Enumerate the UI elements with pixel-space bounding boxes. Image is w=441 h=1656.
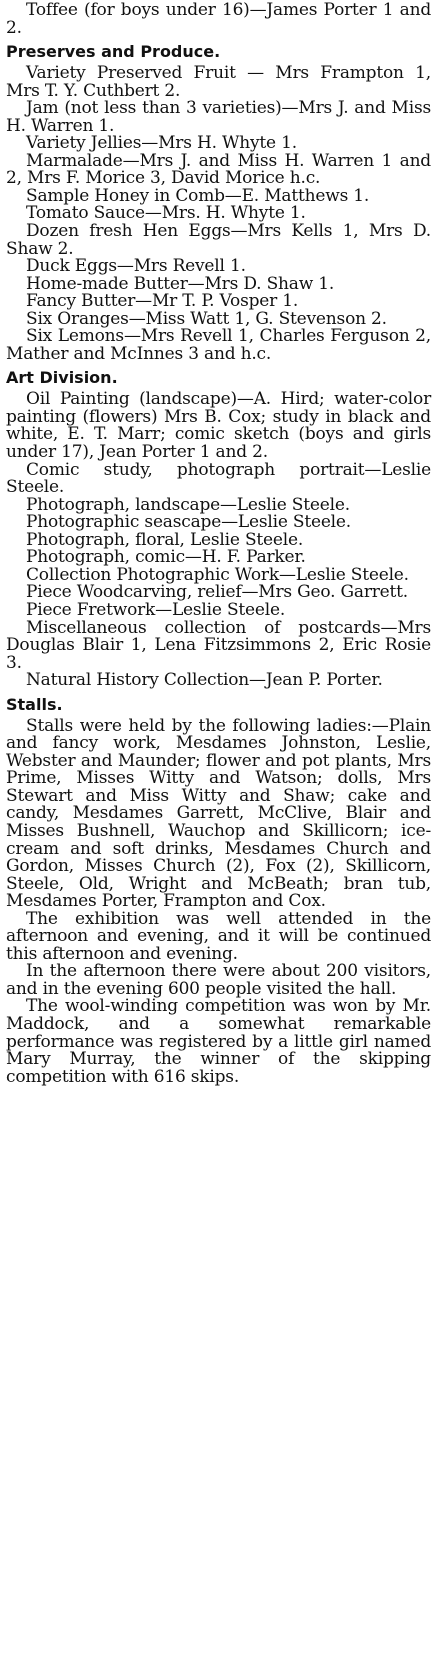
paragraph: Comic study, photograph portrait—Leslie Steele. [6,459,431,498]
paragraph: Piece Woodcarving, relief—Mrs Geo. Garrett. [26,582,409,603]
paragraph: Photograph, floral, Leslie Steele. [26,529,304,550]
paragraph: Six Oranges—Miss Watt 1, G. Stevenson 2. [26,308,387,329]
paragraph: Piece Fretwork—Leslie Steele. [26,599,286,620]
paragraph: Sample Honey in Comb—E. Matthews 1. [26,185,370,206]
paragraph: Miscellaneous collection of postcards—Mrs Douglas Blair 1, Lena Fitzsimmons 2, Eric Rosie 3. [6,617,431,673]
paragraph: Duck Eggs—Mrs Revell 1. [26,256,246,277]
paragraph: Collection Photographic Work—Leslie Steele. [26,564,409,585]
paragraph: Tomato Sauce—Mrs. H. Whyte 1. [26,203,306,224]
paragraph: In the afternoon there were about 200 visitors, and in the evening 600 people visited the hall. [6,961,431,999]
paragraph: Stalls were held by the following ladies:—Plain and fancy work, Mesdames Johnston, Leslie, Webster and Maunder; flower and pot plants, Mrs Prime, Misses Witty and Watson; dolls, Mrs Stewart and Miss Witty and Shaw; cake and candy, Mesdames Garrett, McClive, Blair and Misses Bushnell, Wauchop and Skillicorn; ice-cream and soft drinks, Mesdames Church and Gordon, Misses Church (2), Fox (2), Skillicorn, Steele, Old, Wright and McBeath; bran tub, Mesdames Porter, Frampton and Cox. [6,715,431,912]
article-section [6,367,431,689]
article-section [6,2,431,37]
section-heading: Stalls. [6,694,63,714]
paragraph: Toffee (for boys under 16)—James Porter 1 and 2. [6,0,431,38]
paragraph: Jam (not less than 3 varieties)—Mrs J. and Miss H. Warren 1. [6,98,431,136]
paragraph: Photograph, landscape—Leslie Steele. [26,494,350,515]
paragraph: Six Lemons—Mrs Revell 1, Charles Ferguson 2, Mather and McInnes 3 and h.c. [6,326,431,364]
article-section [6,694,431,1086]
paragraph: Variety Jellies—Mrs H. Whyte 1. [26,133,297,154]
paragraph: Dozen fresh Hen Eggs—Mrs Kells 1, Mrs D. Shaw 2. [6,221,431,259]
section-heading: Art Division. [6,368,118,388]
section-heading: Preserves and Produce. [6,42,221,62]
paragraph: Variety Preserved Fruit — Mrs Frampton 1, Mrs T. Y. Cuthbert 2. [6,63,431,101]
paragraph: Photograph, comic—H. F. Parker. [26,547,306,568]
paragraph: Marmalade—Mrs J. and Miss H. Warren 1 and 2, Mrs F. Morice 3, David Morice h.c. [6,150,431,189]
paragraph: The wool-winding competition was won by Mr. Maddock, and a somewhat remarkable performance was registered by a little girl named Mary Murray, the winner of the skipping competition with 616 skips. [6,996,431,1087]
paragraph: Photographic seascape—Leslie Steele. [26,512,351,533]
paragraph: Oil Painting (landscape)—A. Hird; water-color painting (flowers) Mrs B. Cox; study in black and white, E. T. Marr; comic sketch (boys and girls under 17), Jean Porter 1 and 2. [6,389,431,463]
paragraph: The exhibition was well attended in the afternoon and evening, and it will be continued this afternoon and evening. [6,908,431,964]
paragraph: Home-made Butter—Mrs D. Shaw 1. [26,273,335,294]
paragraph: Fancy Butter—Mr T. P. Vosper 1. [26,291,299,312]
article-section [6,41,431,363]
article-column [6,0,431,1086]
paragraph: Natural History Collection—Jean P. Porter. [26,670,383,691]
